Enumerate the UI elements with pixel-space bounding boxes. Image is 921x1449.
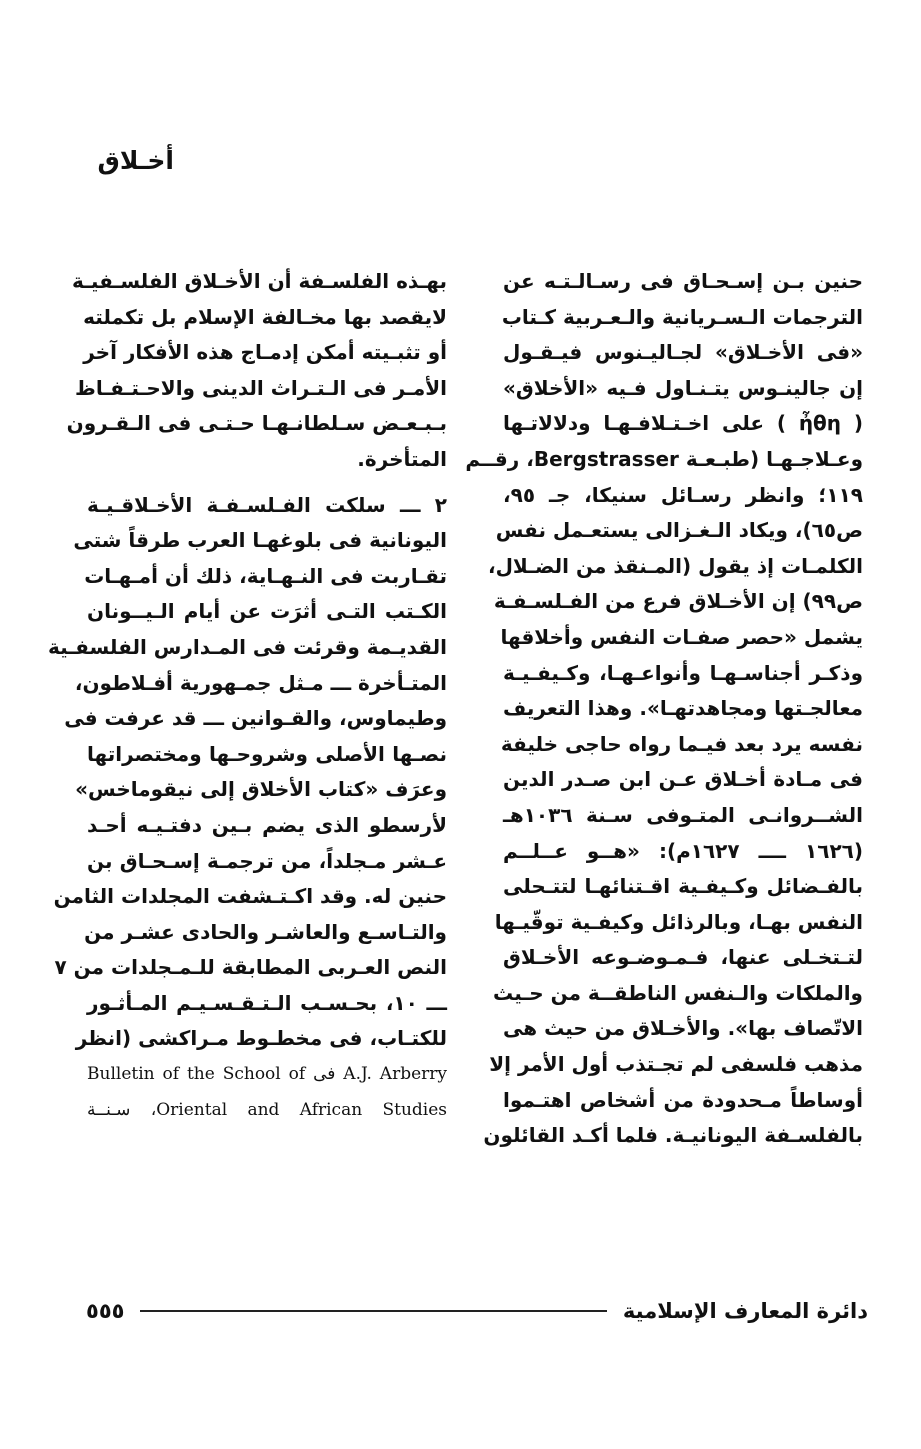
text-line: أوساطاً مـحدودة من أشخاص اهتـموا: [503, 1087, 863, 1112]
text-line: المتـأخرة ـــ مـثل جمـهورية أفـلاطون،: [74, 670, 447, 695]
text-line: بهـذه الفلسـفة أن الأخـلاق الفلسـفيـة: [71, 269, 447, 293]
text-line: للكتـاب، فى مخطـوط مـراكشى (انظر: [75, 1026, 447, 1051]
text-line: وطيماوس، والقـوانين ـــ قد عرفت فى: [64, 706, 447, 731]
text-line: بالفـضائل وكـيفـية اقـتنائهـا لتتـحلى: [503, 874, 863, 899]
text-line: نصـها الأصلى وشروحـها ومختصراتها: [87, 741, 447, 766]
footer-title: دائرة المعارف الإسلامية: [622, 1299, 868, 1323]
text-line: الاتّصاف بها». والأخـلاق من حيث هى: [503, 1016, 863, 1041]
text-line: تقـاربت فى النـهـاية، ذلك أن أمـهـات: [84, 563, 447, 588]
text-line: النفس بهـا، وبالرذائل وكيفـية توقّيـها: [494, 909, 863, 934]
text-line: القديـمة وقرئت فى المـدارس الفلسفـية: [48, 634, 447, 659]
text-line: يشمل «حصر صفـات النفس وأخلاقها: [500, 624, 863, 649]
citation-line: A.J. Arberry فى Bulletin of the School of: [87, 1064, 447, 1085]
text-line: ١١٩؛ وانظر رسـائل سنيكا، جـ ٩٥،: [503, 482, 863, 507]
citation-line: Oriental and African Studies، سـنــة: [87, 1099, 448, 1120]
text-line: اليونانية فى بلوغهـا العرب طرقاً شتى: [73, 528, 447, 553]
text-line: لأرسطو الذى يضم بـين دفتـيـه أحـد: [87, 812, 447, 837]
text-line: مذهب فلسفى لم تجـتذب أول الأمر إلا: [489, 1052, 863, 1077]
text-line: الأمـر فى الـتـراث الدينى والاحـتـفـاظ: [75, 375, 447, 400]
page-footer: [86, 1296, 868, 1326]
text-line: وذكـر أجناسـهـا وأنواعـهـا، وكـيفـيـة: [503, 660, 863, 685]
text-line: المتأخرة.: [357, 446, 447, 471]
text-line: حنين بـن إسـحـاق فى رسـالـتـه عن: [503, 269, 863, 293]
text-line: ٢ ـــ سلكت الفـلسـفـة الأخـلاقـيـة: [87, 492, 447, 517]
text-line: فى مـادة أخـلاق عـن ابن صـدر الدين: [503, 767, 863, 792]
text-line: عـشر مـجلداً، من ترجمـة إسـحـاق بن: [87, 848, 447, 873]
text-line: ص٩٩) إن الأخـلاق فرع من الفـلسـفـة: [493, 589, 863, 614]
text-line: أو تثبـيته أمكن إدمـاج هذه الأفكار آخر: [83, 340, 447, 365]
left-column: [48, 264, 448, 1128]
text-line: وعـلاجـهـا (طبـعـة Bergstrasser، رقــم: [465, 446, 863, 471]
text-line: الترجمات الـسـريانية والـعـربية كـتاب: [501, 304, 863, 329]
footer-rule: [140, 1310, 606, 1312]
right-column: [465, 264, 863, 1154]
text-line: «فى الأخـلاق» لجـاليـنوس فيـقـول: [503, 340, 863, 365]
text-line: الشــروانـى المتـوفى سـنة ١٠٣٦هـ: [503, 802, 863, 827]
text-line: النص العـربى المطابقة للـمـجلدات من ٧: [54, 955, 447, 980]
running-head: أخـلاق: [97, 146, 174, 175]
text-line: الكـتب التـى أثرَت عن أيام الـيــونان: [87, 599, 447, 624]
text-line: وعرَف «كتاب الأخلاق إلى نيقوماخس»: [75, 777, 447, 802]
text-line: بالفلسـفة اليونانيـة. فلما أكـد القائلون: [483, 1123, 863, 1148]
text-line: معالجـتها ومجاهدتهـا». وهذا التعريف: [503, 696, 863, 721]
text-line: حنين له. وقد اكـتـشفت المجلدات الثامن: [53, 884, 447, 909]
text-line: والملكات والـنفس الناطقــة من حـيث: [493, 980, 863, 1005]
text-line: والتـاسـع والعاشـر والحادى عشـر من: [84, 919, 447, 944]
text-line: ـــ ١٠، بحـسـب الـتـقـسـيـم المـأثـور: [87, 990, 447, 1015]
text-line: بـبـعـض سـلطانـهـا حـتـى فى الـقـرون: [66, 411, 447, 436]
text-line: (١٦٢٦ ــــ ١٦٢٧م): «هــو عــلــم: [503, 838, 863, 863]
text-line: إن جالينـوس يتـنـاول فـيه «الأخلاق»: [503, 375, 863, 400]
page-number: ٥٥٥: [86, 1299, 125, 1323]
text-line: لتـتخـلى عنها، فـمـوضـوعه الأخـلاق: [503, 945, 863, 970]
text-line: الكلمـات إذ يقول (المـنقذ من الضـلال،: [487, 553, 863, 578]
text-line: ( ἦθη ) على اخـتـلافـهـا ودلالاتـها: [503, 411, 863, 436]
text-line: نفسه يرد بعد فيـما رواه حاجى خليفة: [500, 731, 863, 756]
text-line: لايقصد بها مخـالفة الإسلام بل تكملته: [83, 304, 447, 329]
text-line: ص٦٥)، ويكاد الـغـزالى يستعـمل نفس: [495, 518, 863, 543]
